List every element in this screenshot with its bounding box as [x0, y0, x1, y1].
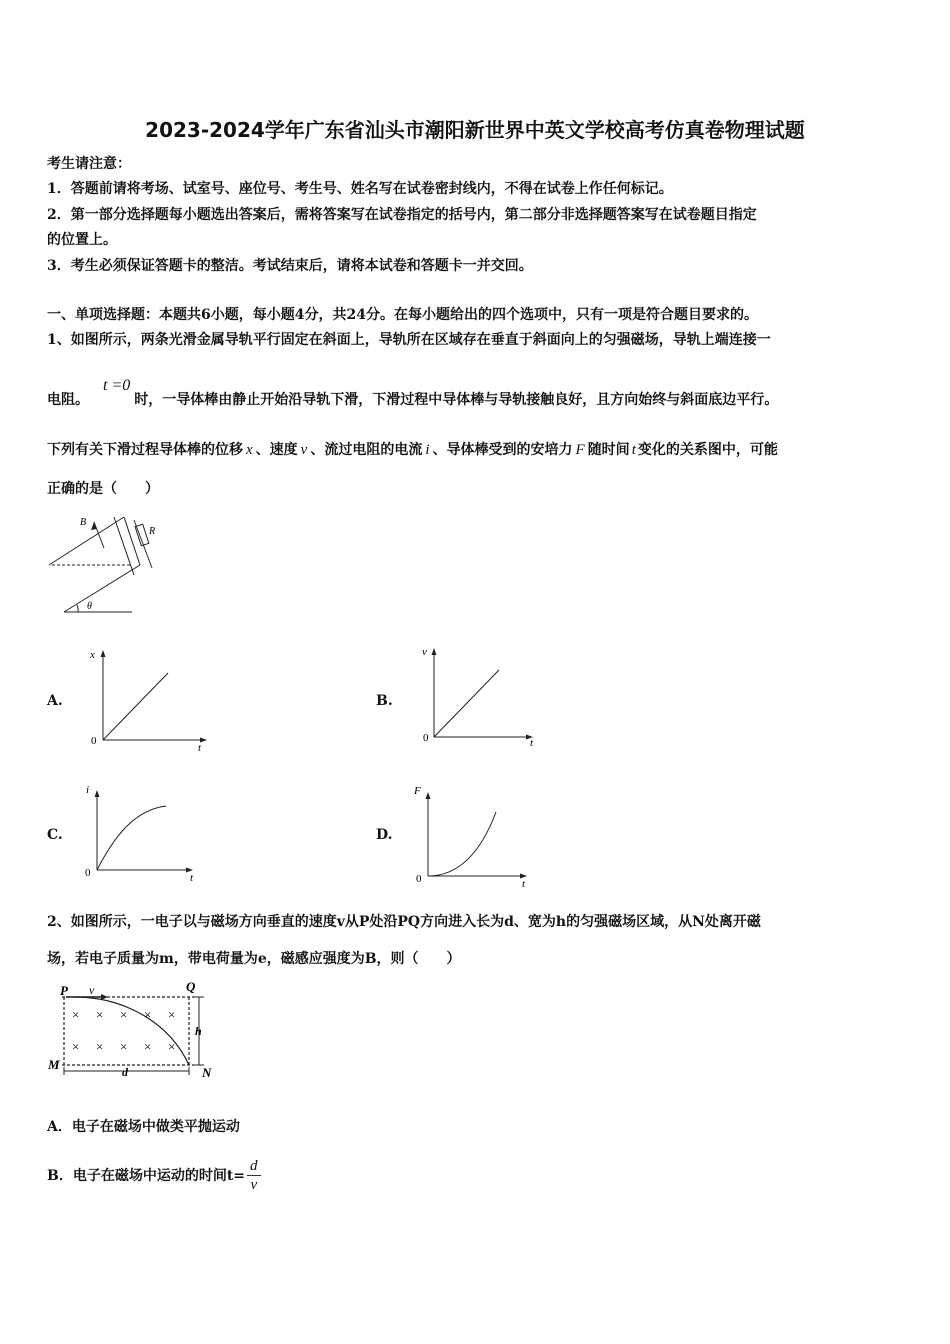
cross-mark: ×: [96, 1007, 104, 1022]
cross-mark: ×: [168, 1007, 176, 1022]
option-b-graph[interactable]: [418, 642, 548, 750]
y-axis-label: i: [86, 784, 90, 796]
q1-line-2: [47, 377, 779, 409]
cross-mark: ×: [120, 1039, 128, 1054]
label-P: P: [60, 983, 68, 998]
y-axis-label: v: [422, 646, 427, 658]
option-c-label[interactable]: C.: [47, 827, 63, 843]
notice-heading: 考生请注意：: [47, 156, 131, 172]
origin-label: 0: [85, 867, 91, 879]
frac-numerator: d: [247, 1157, 261, 1176]
q1-line-4: 正确的是（ ）: [47, 481, 159, 497]
label-h: h: [195, 1024, 202, 1038]
notice-item-2-cont: 的位置上。: [47, 232, 117, 248]
q1-text: 电阻。: [47, 392, 89, 408]
frac-denominator: v: [250, 1176, 258, 1193]
option-a-label[interactable]: A.: [47, 693, 63, 709]
q2-option-b-text: B．电子在磁场中运动的时间t=: [47, 1168, 246, 1184]
cross-mark: ×: [144, 1007, 152, 1022]
cross-mark: ×: [144, 1039, 152, 1054]
q1-text: 、流过电阻的电流: [310, 442, 423, 458]
option-a-graph[interactable]: [84, 645, 214, 753]
notice-item-3: 3．考生必须保证答题卡的整洁。考试结束后，请将本试卷和答题卡一并交回。: [47, 258, 533, 274]
label-Q: Q: [186, 979, 196, 994]
q1-text: 随时间: [587, 442, 630, 458]
var-F: F: [575, 442, 585, 458]
q1-text: 、速度: [255, 442, 298, 458]
option-b-label[interactable]: B.: [376, 693, 393, 709]
q1-t0: t =0: [103, 377, 131, 394]
var-v: v: [300, 442, 308, 458]
x-axis-label: t: [190, 872, 194, 884]
label-B: B: [80, 517, 87, 528]
q2-option-a[interactable]: A．电子在磁场中做类平抛运动: [47, 1119, 240, 1135]
page-title: 2023-2024学年广东省汕头市潮阳新世界中英文学校高考仿真卷物理试题: [145, 118, 805, 142]
option-d-graph[interactable]: [408, 780, 538, 890]
origin-label: 0: [416, 873, 422, 885]
q2-line-2: 场，若电子质量为m，带电荷量为e，磁感应强度为B，则（ ）: [47, 951, 461, 967]
q1-text: 、导体棒受到的安培力: [432, 442, 573, 458]
x-axis-label: t: [522, 878, 526, 890]
x-axis-label: t: [530, 737, 534, 749]
q2-field-figure: [44, 977, 224, 1082]
cross-mark: ×: [120, 1007, 128, 1022]
origin-label: 0: [423, 732, 429, 744]
x-axis-label: t: [198, 742, 202, 754]
notice-item-1: 1．答题前请将考场、试室号、座位号、考生号、姓名写在试卷密封线内，不得在试卷上作任何标记。: [47, 181, 673, 197]
q1-text: 下列有关下滑过程导体棒的位移: [47, 442, 243, 458]
q2-option-b[interactable]: [47, 1150, 261, 1200]
label-v: v: [89, 983, 95, 997]
q1-line-1: 1、如图所示，两条光滑金属导轨平行固定在斜面上，导轨所在区域存在垂直于斜面向上的匀强磁场，导轨上端连接一: [47, 332, 771, 348]
cross-mark: ×: [96, 1039, 104, 1054]
fraction-d-over-v: [247, 1157, 261, 1194]
y-axis-label: x: [90, 649, 95, 661]
cross-mark: ×: [72, 1007, 80, 1022]
q1-incline-figure: [44, 510, 156, 620]
var-t: t: [631, 442, 636, 458]
q1-text: 时，一导体棒由静止开始沿导轨下滑，下滑过程中导体棒与导轨接触良好，且方向始终与斜面底边平行。: [134, 392, 779, 408]
q2-line-1: 2、如图所示，一电子以与磁场方向垂直的速度v从P处沿PQ方向进入长为d、宽为h的匀强磁场区域，从N处离开磁: [47, 914, 761, 930]
label-M: M: [48, 1057, 60, 1072]
cross-mark: ×: [168, 1039, 176, 1054]
var-i: i: [425, 442, 430, 458]
label-d: d: [122, 1065, 128, 1079]
y-axis-label: F: [414, 785, 421, 797]
q1-text: 变化的关系图中，可能: [637, 442, 778, 458]
q1-line-3: [47, 439, 778, 459]
option-d-label[interactable]: D.: [376, 827, 393, 843]
var-x: x: [246, 442, 253, 458]
label-R: R: [149, 526, 156, 537]
cross-mark: ×: [72, 1039, 80, 1054]
resistor-extension: [134, 520, 174, 580]
cross-marks: [72, 1007, 175, 1054]
notice-item-2: 2．第一部分选择题每小题选出答案后，需将答案写在试卷指定的括号内，第二部分非选择题答案写在试卷题目指定: [47, 207, 757, 223]
origin-label: 0: [91, 735, 97, 747]
section-heading: 一、单项选择题：本题共6小题，每小题4分，共24分。在每小题给出的四个选项中，只有一项是符合题目要求的。: [47, 307, 758, 323]
option-c-graph[interactable]: [80, 780, 210, 888]
label-N: N: [202, 1065, 212, 1080]
label-theta: θ: [87, 601, 92, 612]
